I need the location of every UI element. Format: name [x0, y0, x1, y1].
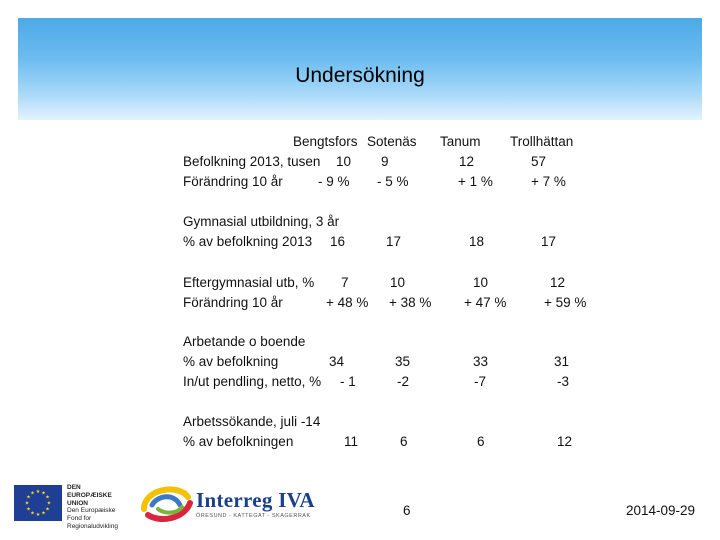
row-label-arbetssokande: % av befolkningen: [183, 434, 294, 449]
cell-forandring-utb-trollhattan: + 59 %: [544, 295, 587, 310]
eu-logo-text: [67, 484, 127, 531]
eu-text-line: Fond for: [67, 515, 92, 523]
cell-eftergymnasial-trollhattan: 12: [550, 275, 566, 290]
eu-flag-logo: [14, 485, 62, 521]
cell-pendling-sotenas: -2: [397, 374, 410, 389]
cell-pendling-trollhattan: -3: [557, 374, 570, 389]
cell-eftergymnasial-tanum: 10: [473, 275, 489, 290]
cell-forandring-bengtsfors: - 9 %: [318, 174, 350, 189]
svg-text:★: ★: [26, 506, 31, 513]
cell-befolkning-sotenas: 9: [381, 154, 389, 169]
svg-text:★: ★: [35, 489, 41, 495]
eu-text-line: Regionaludvikling: [67, 522, 118, 530]
cell-forandring-utb-sotenas: + 38 %: [389, 295, 432, 310]
interreg-swirl-logo: [138, 479, 196, 525]
row-label-eftergymnasial: Eftergymnasial utb, %: [183, 275, 315, 290]
svg-text:★: ★: [30, 490, 35, 497]
cell-pendling-tanum: -7: [474, 374, 487, 389]
cell-eftergymnasial-sotenas: 10: [390, 275, 406, 290]
interreg-wordmark: Interreg IVA: [196, 488, 315, 512]
row-label-gymnasial: % av befolkning 2013: [183, 234, 313, 249]
row-label-befolkning: Befolkning 2013, tusen: [183, 154, 321, 169]
cell-forandring-utb-bengtsfors: + 48 %: [326, 295, 369, 310]
svg-text:★: ★: [46, 500, 52, 507]
col-header-bengtsfors: Bengtsfors: [293, 134, 358, 149]
svg-text:★: ★: [45, 506, 50, 513]
svg-text:★: ★: [41, 510, 46, 517]
svg-text:★: ★: [26, 494, 31, 501]
row-label-forandring-utb: Förändring 10 år: [183, 295, 283, 310]
cell-arbetssokande-tanum: 6: [477, 434, 485, 449]
cell-forandring-trollhattan: + 7 %: [531, 174, 566, 189]
section-heading-gymnasial: Gymnasial utbildning, 3 år: [183, 214, 340, 229]
cell-befolkning-bengtsfors: 10: [336, 154, 352, 169]
cell-eftergymnasial-bengtsfors: 7: [341, 275, 349, 290]
svg-text:★: ★: [24, 500, 30, 507]
row-label-arbetande: % av befolkning: [183, 354, 279, 369]
cell-arbetssokande-sotenas: 6: [400, 434, 408, 449]
cell-arbetssokande-bengtsfors: 11: [344, 434, 359, 449]
cell-forandring-utb-tanum: + 47 %: [464, 295, 507, 310]
col-header-sotenas: Sotenäs: [367, 134, 417, 149]
svg-text:★: ★: [35, 512, 41, 518]
section-heading-arbetssokande: Arbetssökande, juli -14: [183, 414, 321, 429]
cell-arbetande-tanum: 33: [473, 354, 489, 369]
cell-forandring-tanum: + 1 %: [458, 174, 493, 189]
slide-date: 2014-09-29: [626, 503, 696, 518]
cell-arbetande-trollhattan: 31: [554, 354, 570, 369]
cell-arbetssokande-trollhattan: 12: [557, 434, 573, 449]
cell-befolkning-trollhattan: 57: [531, 154, 547, 169]
cell-gymnasial-bengtsfors: 16: [330, 234, 346, 249]
cell-befolkning-tanum: 12: [459, 154, 475, 169]
eu-text-line: Den Europæiske: [67, 507, 116, 515]
cell-arbetande-bengtsfors: 34: [329, 354, 345, 369]
eu-text-line: DEN EUROPÆISKE: [67, 484, 112, 499]
eu-stars-icon: [14, 485, 62, 521]
eu-text-line: UNION: [67, 499, 88, 507]
cell-gymnasial-tanum: 18: [469, 234, 485, 249]
page-number: 6: [403, 503, 411, 518]
svg-text:★: ★: [30, 510, 35, 517]
cell-gymnasial-trollhattan: 17: [541, 234, 557, 249]
col-header-tanum: Tanum: [440, 134, 481, 149]
svg-text:★: ★: [41, 490, 46, 497]
cell-arbetande-sotenas: 35: [395, 354, 411, 369]
section-heading-arbetande: Arbetande o boende: [183, 334, 306, 349]
cell-pendling-bengtsfors: - 1: [340, 374, 356, 389]
cell-gymnasial-sotenas: 17: [386, 234, 402, 249]
cell-forandring-sotenas: - 5 %: [377, 174, 409, 189]
svg-text:★: ★: [45, 494, 50, 501]
row-label-forandring: Förändring 10 år: [183, 174, 283, 189]
col-header-trollhattan: Trollhättan: [510, 134, 574, 149]
interreg-subtitle: ÖRESUND - KATTEGAT - SKAGERRAK: [196, 513, 311, 519]
row-label-pendling: In/ut pendling, netto, %: [183, 374, 322, 389]
slide-title: Undersökning: [295, 64, 425, 87]
